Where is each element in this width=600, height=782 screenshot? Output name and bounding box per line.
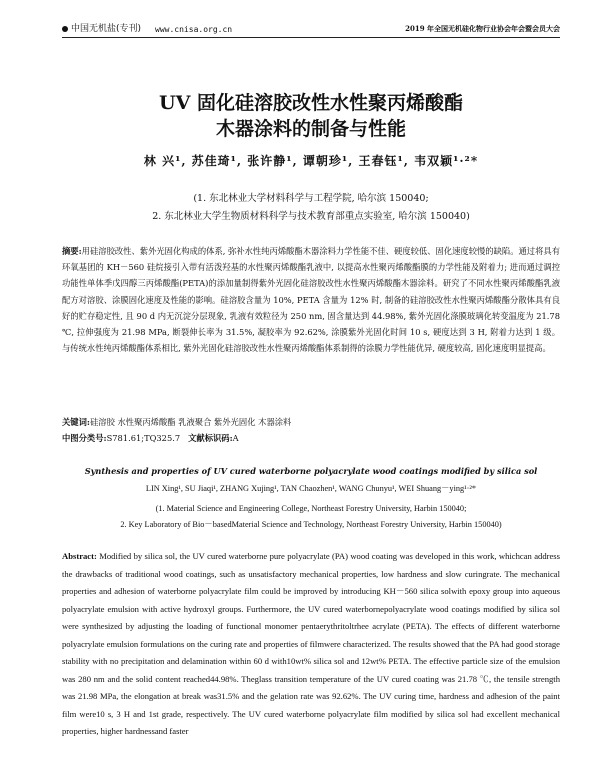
journal-label: 中国无机盐(专刊)	[71, 24, 142, 34]
english-abstract	[62, 548, 560, 741]
paper-title	[62, 90, 560, 142]
english-abstract-label: Abstract:	[62, 551, 97, 561]
english-affiliation-1: (1. Material Science and Engineering College, Northeast Forestry University, Harbin 150040;	[155, 504, 467, 513]
english-affiliation-2: 2. Key Laboratory of Bio－basedMaterial Science and Technology, Northeast Forestry University, Harbin 150040)	[120, 520, 502, 529]
title-line-1: UV 固化硅溶胶改性水性聚丙烯酸酯	[159, 92, 463, 114]
doc-code-value: A	[232, 433, 239, 443]
class-value: S781.61;TQ325.7	[106, 433, 181, 443]
affiliations	[62, 190, 560, 226]
keywords-block	[62, 414, 560, 446]
english-authors: LIN Xing¹, SU Jiaqi¹, ZHANG Xujing¹, TAN Chaozhen¹, WANG Chunyu¹, WEI Shuang－ying¹·²*	[145, 484, 477, 493]
affiliation-2: 2. 东北林业大学生物质材料科学与技术教育部重点实验室, 哈尔滨 150040)	[152, 211, 470, 222]
doc-code-label: 文献标识码:	[188, 433, 233, 443]
chinese-abstract	[62, 243, 560, 356]
keywords-text: 硅溶胶 水性聚丙烯酸酯 乳液聚合 紫外光固化 木器涂料	[89, 417, 292, 427]
abstract-label: 摘要:	[62, 246, 82, 256]
running-header	[62, 20, 560, 38]
journal-url[interactable]: www.cnisa.org.cn	[155, 25, 233, 34]
title-line-2: 木器涂料的制备与性能	[215, 118, 406, 140]
keywords-label: 关键词:	[62, 417, 90, 427]
bullet-icon	[62, 26, 68, 32]
abstract-text: 用硅溶胶改性、紫外光固化构成的体系, 弥补水性纯丙烯酸酯木器涂料力学性能不佳、硬度较低、固化速度较慢的缺陷。通过将具有环氧基团的 KH－560 硅烷接引入带有活泼羟基的水性聚丙烯酸酯乳液中, 以提高水性聚丙烯酸酯膜的力学性能及附着力; 进而通过调控功能性单体季戊四醇三丙烯酸酯(PETA)的添加量制得紫外光固化硅溶胶改性水性聚丙烯酸酯木器涂料。研究了不同水性聚丙烯酸酯乳液配方对溶胶、涂膜固化速度及性能的影响。硅溶胶含量为 10%, PETA 含量为 12% 时, 制备的硅溶胶改性水性聚丙烯酸酯分散体具有良好的贮存稳定性, 且 90 d 内无沉淀分层现象, 乳液有效粒径为 250 nm, 固含量达到 44.98%, 紫外光固化涤膜玻璃化转变温度为 21.78 ℃, 拉伸强度为 21.98 MPa, 断裂伸长率为 31.5%, 凝胶率为 92.62%, 涂膜紫外光固化时间 10 s, 硬度达到 3 H, 附着力达到 1 级。与传统水性纯丙烯酸酯体系相比, 紫外光固化硅溶胶改性水性聚丙烯酸酯体系制得的涂膜力学性能优异, 硬度较高, 固化速度明显提高。	[62, 246, 560, 354]
english-abstract-text: Modified by silica sol, the UV cured waterborne pure polyacrylate (PA) wood coating was developed in this work, whichcan address the drawbacks of traditional wood coatings, such as unsatisfactory mechanical properties, low hardness and slow curingrate. The mechanical properties and adhesion of waterborne polyacrylate film could be improved by introducing KH－560 silica solwith epoxy group into aqueous polyacrylate emulsion with active hydroxyl groups. Furthermore, the UV cured waterbornepolyacrylate wood coatings modified by silica sol were synthesized by adjusting the loading of functional monomer pentaerythritoltrhee acrylate (PETA). The effects of different waterborne polyacrylate emulsion formulations on the curing rate and properties of filmwere characterized. The results showed that the PA had good storage stability with no precipitation and delamination within 60 d with10wt% silica sol and 12wt% PETA. The effective particle size of the emulsion was 280 nm and the solid content reached44.98%. Theglass transition temperature of the UV cured coating was 21.78 ℃, the tensile strength was 21.98 MPa, the elongation at break was31.5% and the gelation rate was 92.62%. The UV curing time, hardness and adhesion of the paint film were10 s, 3 H and 1st grade, respectively. The UV cured waterborne polyacrylate film modified by silica sol had excellent mechanical properties, higher hardnessand faster	[62, 551, 560, 736]
keywords-line	[62, 414, 560, 430]
class-label: 中图分类号:	[62, 433, 107, 443]
english-title: Synthesis and properties of UV cured waterborne polyacrylate wood coatings modified by silica sol	[84, 466, 538, 476]
author-list: 林 兴¹, 苏佳琦¹, 张许静¹, 谭朝珍¹, 王春钰¹, 韦双颖¹·²*	[143, 154, 479, 168]
affiliation-1: (1. 东北林业大学材料科学与工程学院, 哈尔滨 150040;	[193, 193, 429, 204]
classification-line	[62, 430, 560, 446]
english-affiliations	[62, 501, 560, 533]
journal-name	[62, 21, 141, 34]
conference-name: 2019 年全国无机硅化物行业协会年会暨会员大会	[405, 24, 560, 33]
